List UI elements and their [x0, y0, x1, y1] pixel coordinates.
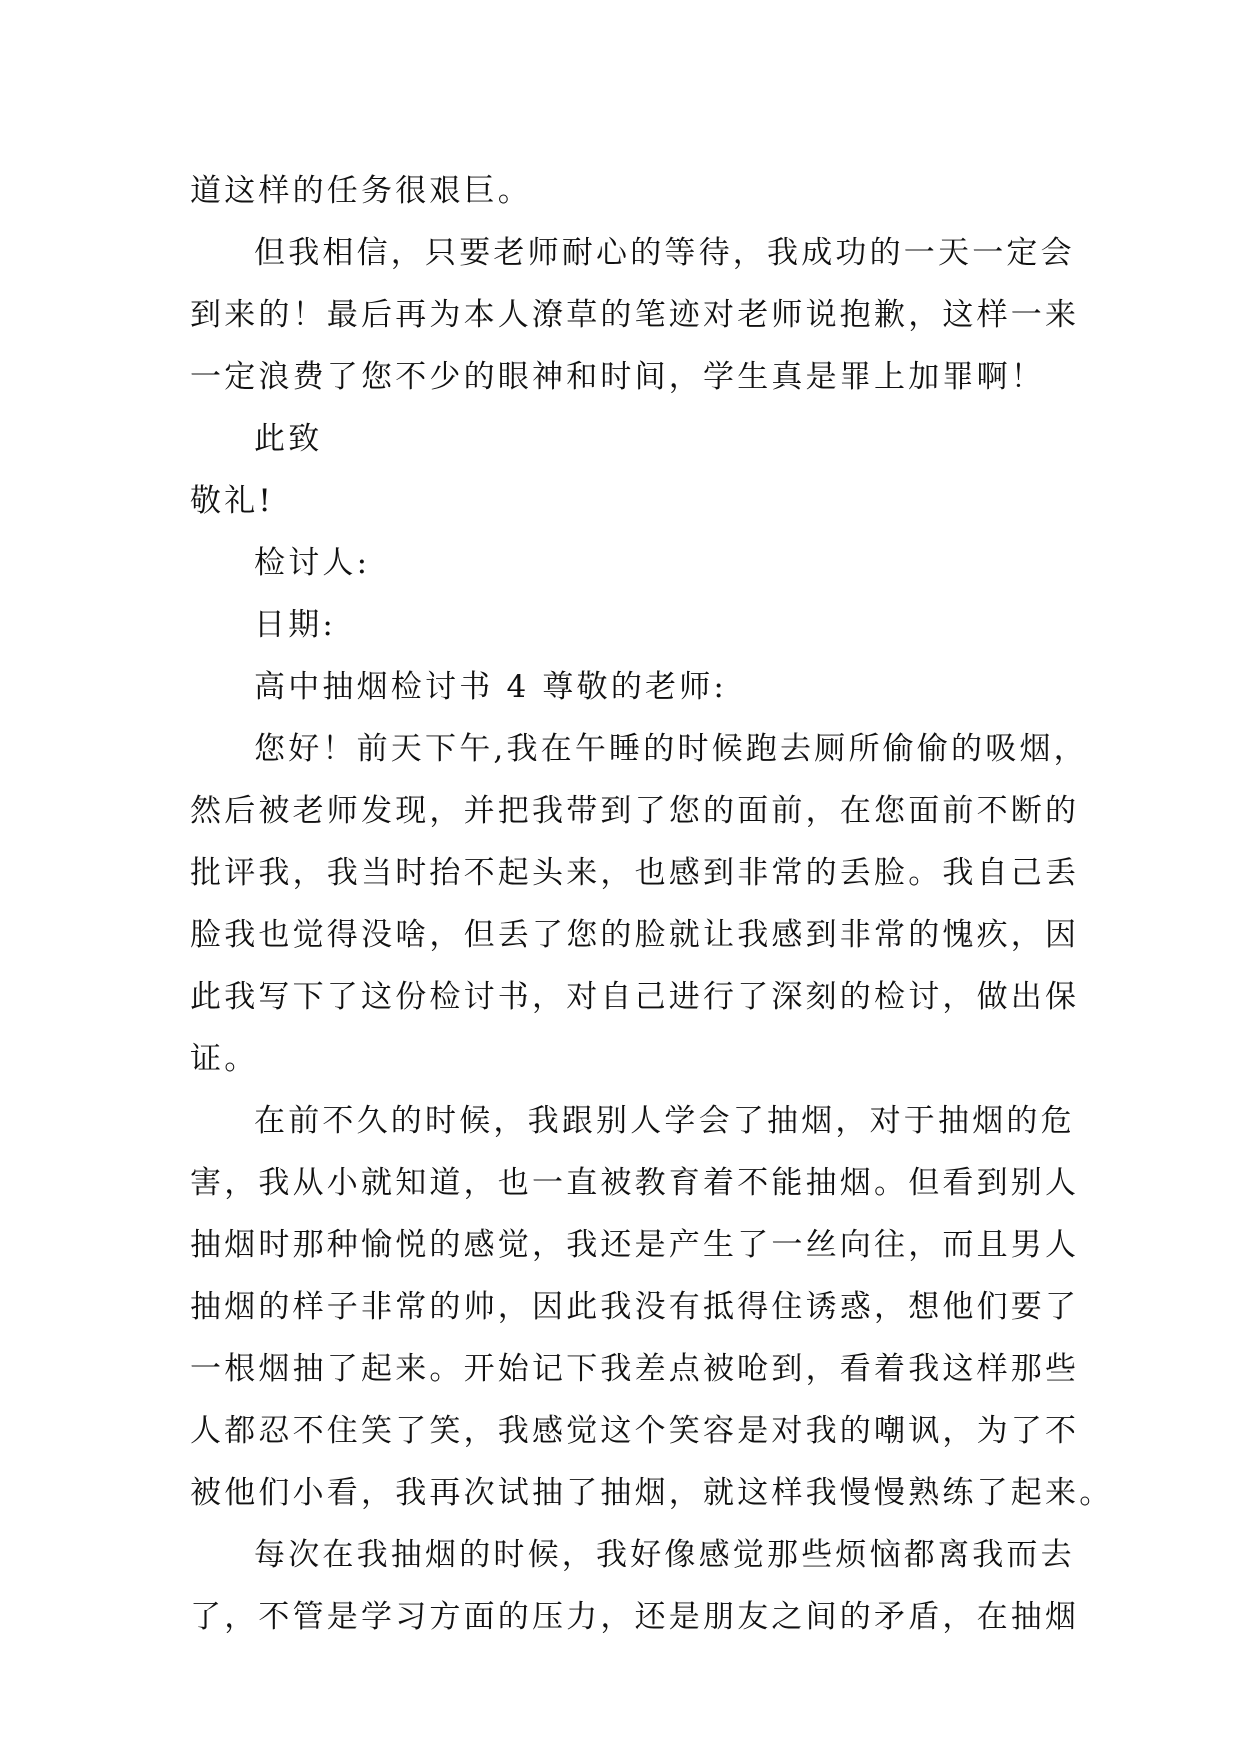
text-line: 证。 — [190, 1041, 259, 1077]
text-line: 抽烟时那种愉悦的感觉，我还是产生了一丝向往，而且男人 — [190, 1227, 1080, 1263]
text-line: 到来的！最后再为本人潦草的笔迹对老师说抱歉，这样一来 — [190, 297, 1080, 333]
signer-label: 检讨人: — [254, 545, 371, 581]
text-line: 脸我也觉得没啥，但丢了您的脸就让我感到非常的愧疚，因 — [190, 917, 1080, 953]
text-line: 您好！前天下午,我在午睡的时候跑去厕所偷偷的吸烟， — [254, 731, 1088, 767]
date-label: 日期: — [254, 607, 337, 643]
text-line: 此我写下了这份检讨书，对自己进行了深刻的检讨，做出保 — [190, 979, 1080, 1015]
section-heading: 高中抽烟检讨书 4 尊敬的老师: — [254, 669, 728, 705]
text-line: 每次在我抽烟的时候，我好像感觉那些烦恼都离我而去 — [254, 1537, 1075, 1573]
text-line: 人都忍不住笑了笑，我感觉这个笑容是对我的嘲讽，为了不 — [190, 1413, 1080, 1449]
closing-respect: 敬礼! — [190, 483, 275, 519]
text-line: 批评我，我当时抬不起头来，也感到非常的丢脸。我自己丢 — [190, 855, 1080, 891]
text-line: 在前不久的时候，我跟别人学会了抽烟，对于抽烟的危 — [254, 1103, 1075, 1139]
text-line: 一定浪费了您不少的眼神和时间，学生真是罪上加罪啊！ — [190, 359, 1045, 395]
closing-salutation: 此致 — [254, 421, 323, 457]
text-line: 被他们小看，我再次试抽了抽烟，就这样我慢慢熟练了起来。 — [190, 1475, 1114, 1511]
text-line: 然后被老师发现，并把我带到了您的面前，在您面前不断的 — [190, 793, 1080, 829]
text-line: 但我相信，只要老师耐心的等待，我成功的一天一定会 — [254, 235, 1075, 271]
text-line: 抽烟的样子非常的帅，因此我没有抵得住诱惑，想他们要了 — [190, 1289, 1080, 1325]
text-line: 一根烟抽了起来。开始记下我差点被呛到，看着我这样那些 — [190, 1351, 1080, 1387]
text-line: 了，不管是学习方面的压力，还是朋友之间的矛盾，在抽烟 — [190, 1599, 1080, 1635]
text-line: 道这样的任务很艰巨。 — [190, 173, 532, 209]
document-body — [190, 160, 1114, 1648]
text-line: 害，我从小就知道，也一直被教育着不能抽烟。但看到别人 — [190, 1165, 1080, 1201]
